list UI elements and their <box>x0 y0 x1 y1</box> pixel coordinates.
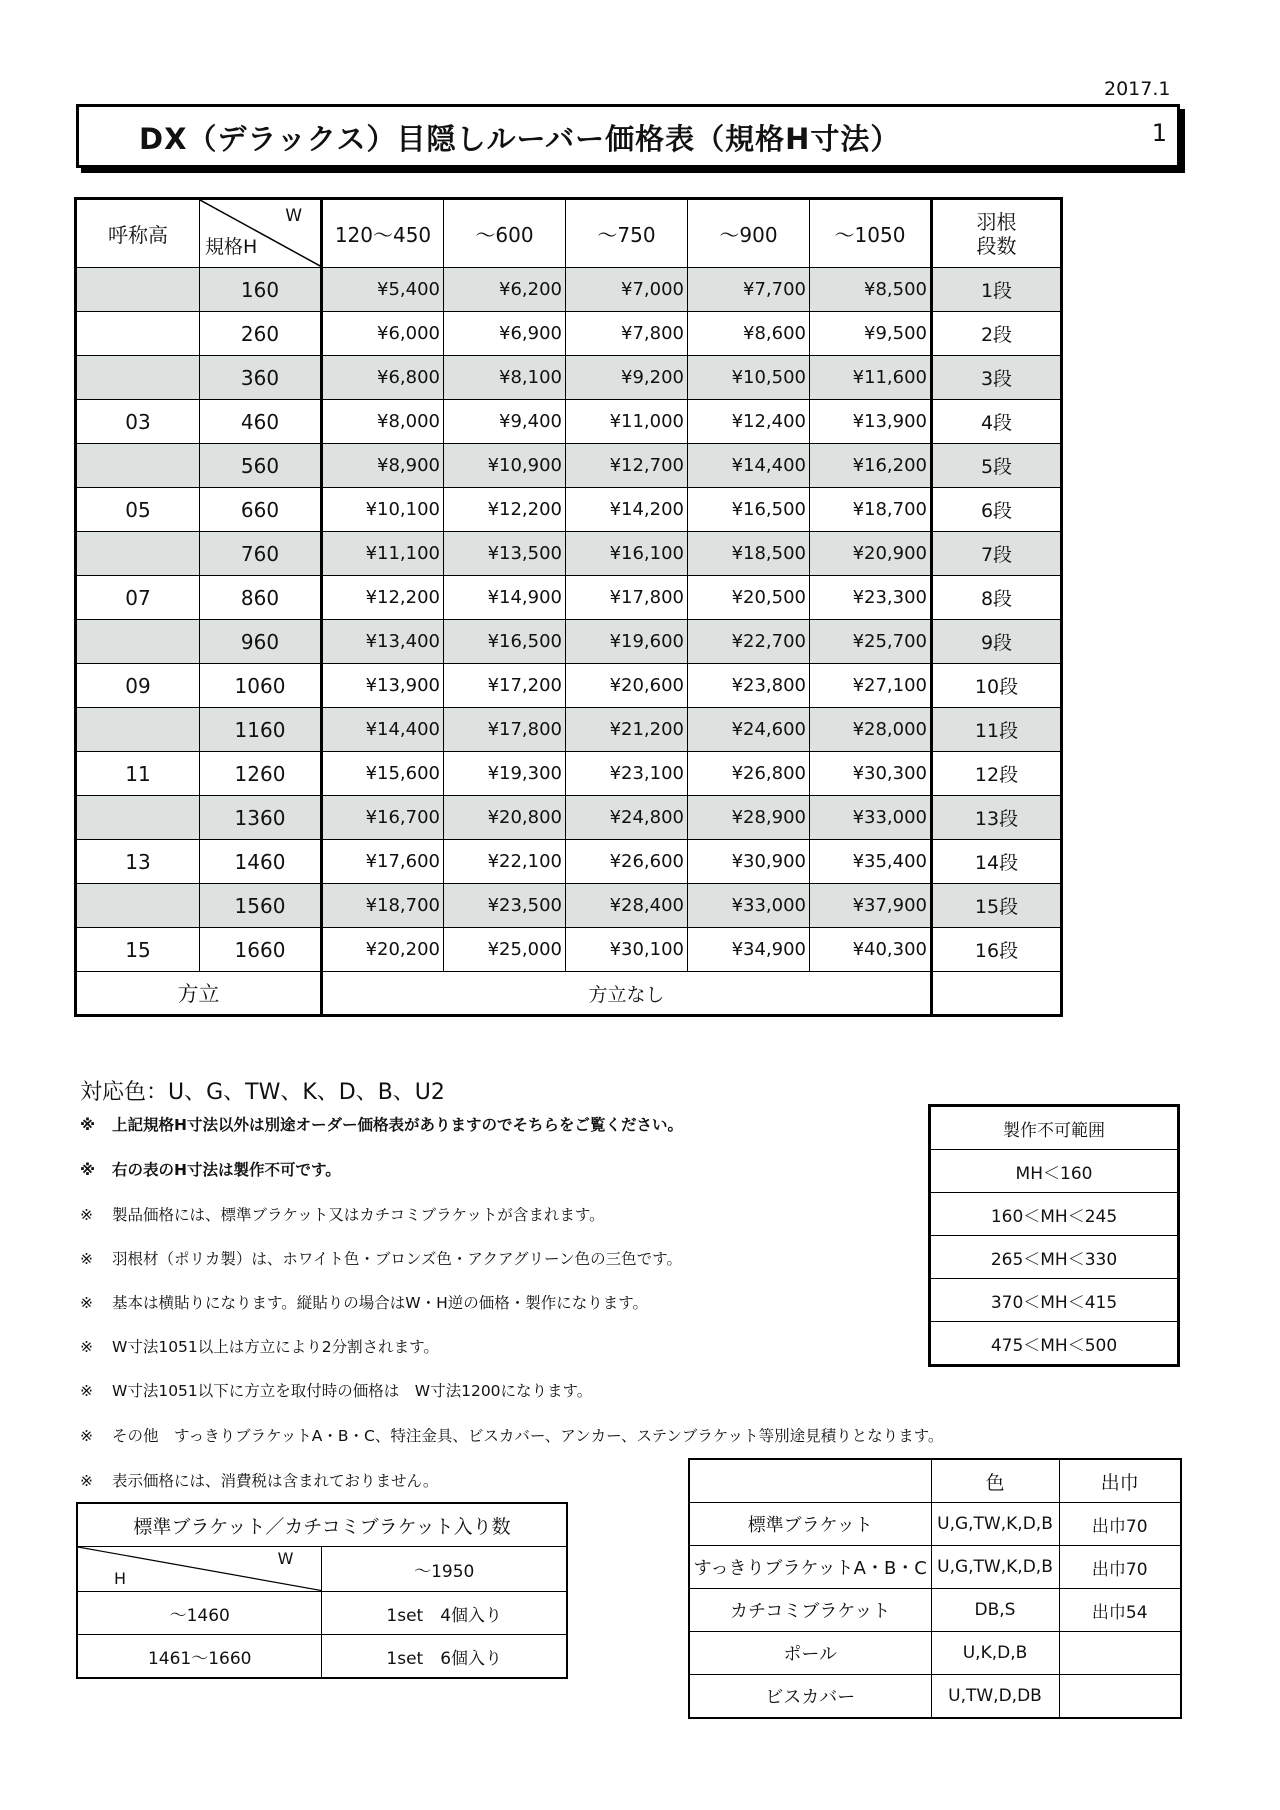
nominal-height-cell: 13 <box>76 840 200 884</box>
price-cell: ¥35,400 <box>810 840 932 884</box>
bracket-count-title: 標準ブラケット／カチコミブラケット入り数 <box>77 1503 567 1547</box>
price-cell: ¥11,000 <box>566 400 688 444</box>
price-cell: ¥28,400 <box>566 884 688 928</box>
unmanufacturable-range-table <box>928 1104 1180 1367</box>
note-mark: ※ <box>80 1472 93 1490</box>
unmanufacturable-range-title: 製作不可範囲 <box>930 1106 1179 1150</box>
price-cell: ¥28,900 <box>688 796 810 840</box>
price-cell: ¥9,200 <box>566 356 688 400</box>
table-row <box>689 1503 1181 1546</box>
price-cell: ¥30,300 <box>810 752 932 796</box>
note-mark: ※ <box>80 1294 93 1312</box>
note-mark: ※ <box>80 1427 93 1445</box>
quantity-cell: 1set 4個入り <box>322 1592 567 1635</box>
price-cell: ¥33,000 <box>688 884 810 928</box>
price-cell: ¥21,200 <box>566 708 688 752</box>
price-cell: ¥6,200 <box>444 268 566 312</box>
nominal-height-header: 呼称高 <box>76 199 200 268</box>
table-row <box>689 1632 1181 1675</box>
height-range-cell: ～1460 <box>77 1592 322 1635</box>
price-cell: ¥8,500 <box>810 268 932 312</box>
price-cell: ¥12,200 <box>444 488 566 532</box>
price-cell: ¥10,100 <box>322 488 444 532</box>
note-mark: ※ <box>80 1206 93 1224</box>
bracket-name-cell: 標準ブラケット <box>689 1503 931 1546</box>
stages-cell: 3段 <box>932 356 1062 400</box>
spec-height-cell: 1560 <box>200 884 322 928</box>
table-row <box>76 796 1062 840</box>
price-cell: ¥16,500 <box>444 620 566 664</box>
price-cell: ¥8,600 <box>688 312 810 356</box>
price-cell: ¥19,600 <box>566 620 688 664</box>
table-row <box>76 840 1062 884</box>
bracket-count-table <box>76 1502 568 1679</box>
price-cell: ¥10,500 <box>688 356 810 400</box>
bracket-name-cell: ビスカバー <box>689 1675 931 1719</box>
nominal-height-cell <box>76 796 200 840</box>
price-cell: ¥13,900 <box>810 400 932 444</box>
wh-diagonal-header <box>77 1547 322 1592</box>
price-cell: ¥28,000 <box>810 708 932 752</box>
note-item <box>80 1335 439 1357</box>
stages-cell: 1段 <box>932 268 1062 312</box>
note-item <box>80 1469 438 1491</box>
stages-cell: 8段 <box>932 576 1062 620</box>
width-range-header: ～750 <box>566 199 688 268</box>
price-cell: ¥6,800 <box>322 356 444 400</box>
projection-header: 出巾 <box>1059 1459 1181 1503</box>
bracket-projection-cell <box>1059 1675 1181 1719</box>
price-cell: ¥6,900 <box>444 312 566 356</box>
wh-diagonal-header <box>200 199 322 268</box>
h-axis-label: H <box>114 1569 127 1588</box>
table-row <box>689 1675 1181 1719</box>
price-cell: ¥23,800 <box>688 664 810 708</box>
price-cell: ¥6,000 <box>322 312 444 356</box>
price-cell: ¥16,700 <box>322 796 444 840</box>
price-cell: ¥23,300 <box>810 576 932 620</box>
table-row <box>76 268 1062 312</box>
table-row <box>930 1322 1179 1366</box>
price-cell: ¥24,600 <box>688 708 810 752</box>
price-cell: ¥20,800 <box>444 796 566 840</box>
range-cell: 370＜MH＜415 <box>930 1279 1179 1322</box>
price-cell: ¥11,100 <box>322 532 444 576</box>
price-cell: ¥26,600 <box>566 840 688 884</box>
page-number: 1 <box>1151 119 1167 147</box>
note-text: その他 すっきりブラケットA・B・C、特注金具、ビスカバー、アンカー、ステンブラケット等別途見積りとなります。 <box>112 1427 944 1445</box>
bracket-color-cell: U,K,D,B <box>931 1632 1059 1675</box>
price-cell: ¥30,100 <box>566 928 688 972</box>
price-cell: ¥14,400 <box>322 708 444 752</box>
range-cell: 160＜MH＜245 <box>930 1193 1179 1236</box>
bracket-projection-cell: 出巾70 <box>1059 1503 1181 1546</box>
nominal-height-cell <box>76 884 200 928</box>
price-cell: ¥34,900 <box>688 928 810 972</box>
note-text: 基本は横貼りになります。縦貼りの場合はW・H逆の価格・製作になります。 <box>112 1294 649 1312</box>
bracket-name-cell: すっきりブラケットA・B・C <box>689 1546 931 1589</box>
stages-cell: 9段 <box>932 620 1062 664</box>
w-range-header: ～1950 <box>322 1547 567 1592</box>
bracket-color-cell: U,G,TW,K,D,B <box>931 1503 1059 1546</box>
note-mark: ※ <box>80 1116 96 1134</box>
table-row <box>76 312 1062 356</box>
stages-cell: 16段 <box>932 928 1062 972</box>
spec-height-cell: 260 <box>200 312 322 356</box>
spec-height-cell: 160 <box>200 268 322 312</box>
price-cell: ¥37,900 <box>810 884 932 928</box>
table-row <box>76 928 1062 972</box>
note-mark: ※ <box>80 1161 96 1179</box>
price-cell: ¥12,200 <box>322 576 444 620</box>
nominal-height-cell <box>76 708 200 752</box>
table-row <box>76 400 1062 444</box>
price-cell: ¥18,500 <box>688 532 810 576</box>
spec-height-cell: 560 <box>200 444 322 488</box>
document-date: 2017.1 <box>1104 78 1171 100</box>
price-cell: ¥22,100 <box>444 840 566 884</box>
price-cell: ¥16,100 <box>566 532 688 576</box>
color-header: 色 <box>931 1459 1059 1503</box>
note-text: W寸法1051以下に方立を取付時の価格は W寸法1200になります。 <box>112 1382 593 1400</box>
price-cell: ¥18,700 <box>322 884 444 928</box>
price-cell: ¥14,200 <box>566 488 688 532</box>
bracket-color-cell: U,TW,D,DB <box>931 1675 1059 1719</box>
page-title: DX（デラックス）目隠しルーバー価格表（規格H寸法） <box>139 122 901 156</box>
price-cell: ¥11,600 <box>810 356 932 400</box>
price-cell: ¥14,900 <box>444 576 566 620</box>
price-cell: ¥25,000 <box>444 928 566 972</box>
price-cell: ¥25,700 <box>810 620 932 664</box>
stages-cell: 5段 <box>932 444 1062 488</box>
range-cell: 475＜MH＜500 <box>930 1322 1179 1366</box>
nominal-height-cell: 03 <box>76 400 200 444</box>
range-cell: MH＜160 <box>930 1150 1179 1193</box>
price-cell: ¥20,900 <box>810 532 932 576</box>
table-header-row <box>77 1503 567 1547</box>
spec-height-cell: 460 <box>200 400 322 444</box>
nominal-height-cell <box>76 312 200 356</box>
price-cell: ¥15,600 <box>322 752 444 796</box>
note-item <box>80 1424 943 1446</box>
table-row <box>76 356 1062 400</box>
stages-cell: 13段 <box>932 796 1062 840</box>
bracket-color-cell: DB,S <box>931 1589 1059 1632</box>
h-axis-label: 規格H <box>205 236 258 258</box>
spec-height-cell: 1160 <box>200 708 322 752</box>
price-cell: ¥20,500 <box>688 576 810 620</box>
stages-cell: 2段 <box>932 312 1062 356</box>
post-row <box>76 972 1062 1016</box>
stages-cell: 4段 <box>932 400 1062 444</box>
table-row <box>930 1279 1179 1322</box>
stages-cell: 10段 <box>932 664 1062 708</box>
spec-height-cell: 760 <box>200 532 322 576</box>
price-cell: ¥5,400 <box>322 268 444 312</box>
bracket-projection-cell: 出巾54 <box>1059 1589 1181 1632</box>
price-cell: ¥16,200 <box>810 444 932 488</box>
price-cell: ¥23,500 <box>444 884 566 928</box>
stages-header: 羽根 段数 <box>932 199 1062 268</box>
price-cell: ¥22,700 <box>688 620 810 664</box>
price-cell: ¥17,200 <box>444 664 566 708</box>
price-cell: ¥8,100 <box>444 356 566 400</box>
w-axis-label: W <box>285 206 302 226</box>
nominal-height-cell <box>76 356 200 400</box>
note-text: 製品価格には、標準ブラケット又はカチコミブラケットが含まれます。 <box>112 1206 605 1224</box>
note-item <box>80 1247 682 1269</box>
stages-cell: 15段 <box>932 884 1062 928</box>
price-cell: ¥13,400 <box>322 620 444 664</box>
table-row <box>76 576 1062 620</box>
width-range-header: ～600 <box>444 199 566 268</box>
price-cell: ¥16,500 <box>688 488 810 532</box>
table-row <box>689 1589 1181 1632</box>
width-range-header: 120～450 <box>322 199 444 268</box>
price-cell: ¥14,400 <box>688 444 810 488</box>
table-row <box>76 708 1062 752</box>
note-mark: ※ <box>80 1382 93 1400</box>
price-cell: ¥8,900 <box>322 444 444 488</box>
bracket-info-table <box>688 1458 1182 1719</box>
price-cell: ¥10,900 <box>444 444 566 488</box>
price-cell: ¥12,400 <box>688 400 810 444</box>
table-row <box>76 532 1062 576</box>
price-cell: ¥30,900 <box>688 840 810 884</box>
price-cell: ¥12,700 <box>566 444 688 488</box>
post-label: 方立 <box>76 972 322 1016</box>
post-value: 方立なし <box>322 972 932 1016</box>
nominal-height-cell: 07 <box>76 576 200 620</box>
nominal-height-cell <box>76 268 200 312</box>
price-cell: ¥17,800 <box>566 576 688 620</box>
table-row <box>689 1546 1181 1589</box>
spec-height-cell: 1660 <box>200 928 322 972</box>
note-text: 表示価格には、消費税は含まれておりません。 <box>112 1472 439 1490</box>
note-text: W寸法1051以上は方立により2分割されます。 <box>112 1338 439 1356</box>
price-cell: ¥33,000 <box>810 796 932 840</box>
height-range-cell: 1461～1660 <box>77 1635 322 1679</box>
spec-height-cell: 860 <box>200 576 322 620</box>
table-row <box>76 664 1062 708</box>
note-mark: ※ <box>80 1338 93 1356</box>
nominal-height-cell <box>76 620 200 664</box>
price-cell: ¥40,300 <box>810 928 932 972</box>
price-cell: ¥13,500 <box>444 532 566 576</box>
title-box <box>76 104 1180 168</box>
table-row <box>930 1236 1179 1279</box>
bracket-name-cell: ポール <box>689 1632 931 1675</box>
table-row <box>77 1547 567 1592</box>
nominal-height-cell: 05 <box>76 488 200 532</box>
width-range-header: ～1050 <box>810 199 932 268</box>
blank-header-cell <box>689 1459 931 1503</box>
w-axis-label: W <box>277 1549 294 1568</box>
note-text: 右の表のH寸法は製作不可です。 <box>112 1161 341 1179</box>
price-cell: ¥24,800 <box>566 796 688 840</box>
post-stages <box>932 972 1062 1016</box>
spec-height-cell: 1260 <box>200 752 322 796</box>
supported-colors: 対応色：U、G、TW、K、D、B、U2 <box>80 1080 445 1105</box>
table-row <box>77 1635 567 1679</box>
price-table <box>74 197 1063 1017</box>
price-cell: ¥17,600 <box>322 840 444 884</box>
bracket-color-cell: U,G,TW,K,D,B <box>931 1546 1059 1589</box>
price-cell: ¥8,000 <box>322 400 444 444</box>
nominal-height-cell <box>76 532 200 576</box>
note-text: 上記規格H寸法以外は別途オーダー価格表がありますのでそちらをご覧ください。 <box>112 1116 683 1134</box>
stages-cell: 11段 <box>932 708 1062 752</box>
spec-height-cell: 660 <box>200 488 322 532</box>
quantity-cell: 1set 6個入り <box>322 1635 567 1679</box>
price-cell: ¥20,200 <box>322 928 444 972</box>
table-header-row <box>930 1106 1179 1150</box>
table-row <box>930 1150 1179 1193</box>
table-row <box>76 620 1062 664</box>
price-cell: ¥19,300 <box>444 752 566 796</box>
note-text: 羽根材（ポリカ製）は、ホワイト色・ブロンズ色・アクアグリーン色の三色です。 <box>112 1250 682 1268</box>
note-item <box>80 1113 683 1135</box>
table-row <box>77 1592 567 1635</box>
table-row <box>76 752 1062 796</box>
price-cell: ¥9,400 <box>444 400 566 444</box>
spec-height-cell: 960 <box>200 620 322 664</box>
price-cell: ¥18,700 <box>810 488 932 532</box>
note-item <box>80 1379 592 1401</box>
nominal-height-cell <box>76 444 200 488</box>
range-cell: 265＜MH＜330 <box>930 1236 1179 1279</box>
price-cell: ¥26,800 <box>688 752 810 796</box>
price-cell: ¥7,700 <box>688 268 810 312</box>
table-row <box>76 884 1062 928</box>
bracket-projection-cell <box>1059 1632 1181 1675</box>
spec-height-cell: 1360 <box>200 796 322 840</box>
nominal-height-cell: 09 <box>76 664 200 708</box>
spec-height-cell: 1460 <box>200 840 322 884</box>
bracket-name-cell: カチコミブラケット <box>689 1589 931 1632</box>
stages-cell: 6段 <box>932 488 1062 532</box>
note-item <box>80 1291 648 1313</box>
table-row <box>76 488 1062 532</box>
price-cell: ¥7,800 <box>566 312 688 356</box>
stages-cell: 14段 <box>932 840 1062 884</box>
price-cell: ¥9,500 <box>810 312 932 356</box>
stages-cell: 12段 <box>932 752 1062 796</box>
price-cell: ¥23,100 <box>566 752 688 796</box>
note-mark: ※ <box>80 1250 93 1268</box>
nominal-height-cell: 11 <box>76 752 200 796</box>
price-cell: ¥7,000 <box>566 268 688 312</box>
table-row <box>76 444 1062 488</box>
price-cell: ¥13,900 <box>322 664 444 708</box>
width-range-header: ～900 <box>688 199 810 268</box>
note-item <box>80 1158 341 1180</box>
spec-height-cell: 1060 <box>200 664 322 708</box>
bracket-projection-cell: 出巾70 <box>1059 1546 1181 1589</box>
price-table-header-row <box>76 199 1062 268</box>
price-cell: ¥27,100 <box>810 664 932 708</box>
price-cell: ¥20,600 <box>566 664 688 708</box>
table-row <box>930 1193 1179 1236</box>
stages-cell: 7段 <box>932 532 1062 576</box>
note-item <box>80 1203 605 1225</box>
nominal-height-cell: 15 <box>76 928 200 972</box>
table-header-row <box>689 1459 1181 1503</box>
spec-height-cell: 360 <box>200 356 322 400</box>
price-cell: ¥17,800 <box>444 708 566 752</box>
